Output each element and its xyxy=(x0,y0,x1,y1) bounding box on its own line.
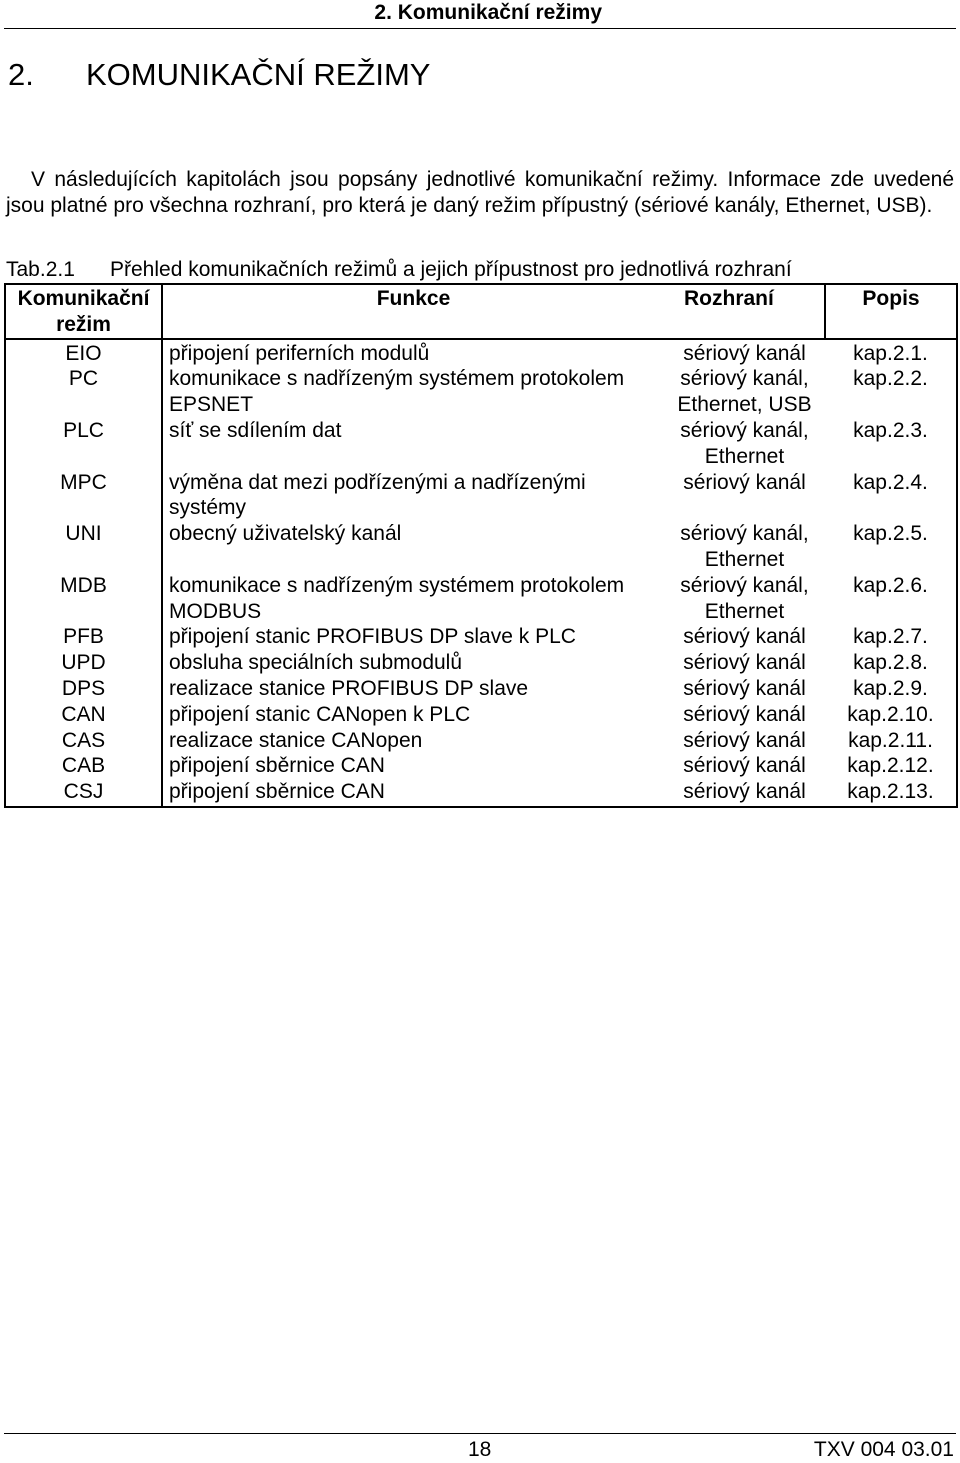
footer-divider xyxy=(4,1433,956,1434)
description-cell: kap.2.6. xyxy=(825,573,957,625)
interface-cell: sériový kanál, Ethernet xyxy=(680,418,809,468)
modes-table xyxy=(4,283,958,808)
mode-cell: CSJ xyxy=(5,779,162,807)
function-cell: obecný uživatelský kanál xyxy=(162,521,664,573)
mode-cell: CAB xyxy=(5,753,162,779)
mode-cell: MDB xyxy=(5,573,162,625)
interface-cell: sériový kanál xyxy=(683,625,806,649)
table-row xyxy=(5,753,957,779)
table-row xyxy=(5,339,957,367)
interface-cell: sériový kanál xyxy=(683,470,806,494)
chapter-title: KOMUNIKAČNÍ REŽIMY xyxy=(86,57,431,92)
function-cell: komunikace s nadřízeným systémem protokolem MODBUS xyxy=(162,573,664,625)
table-row xyxy=(5,573,957,625)
document-id: TXV 004 03.01 xyxy=(813,1438,954,1461)
function-cell: síť se sdílením dat xyxy=(162,418,664,470)
mode-cell: PFB xyxy=(5,624,162,650)
function-cell: výměna dat mezi podřízenými a nadřízenými systémy xyxy=(162,470,664,522)
function-cell: obsluha speciálních submodulů xyxy=(162,650,664,676)
function-cell: realizace stanice PROFIBUS DP slave xyxy=(162,676,664,702)
function-cell: připojení stanic CANopen k PLC xyxy=(162,702,664,728)
mode-cell: CAS xyxy=(5,728,162,754)
interface-cell: sériový kanál xyxy=(683,676,806,700)
description-cell: kap.2.3. xyxy=(825,418,957,470)
interface-cell: sériový kanál, Ethernet, USB xyxy=(677,367,812,417)
description-cell: kap.2.12. xyxy=(825,753,957,779)
intro-paragraph: V následujících kapitolách jsou popsány jednotlivé komunikační režimy. Informace zde uvedené jsou platné pro všechna rozhraní, pro která je daný režim přípustný (sériové kanály, Ethernet, USB). xyxy=(6,168,954,217)
interface-cell: sériový kanál, Ethernet xyxy=(680,573,809,623)
description-cell: kap.2.13. xyxy=(825,779,957,807)
description-cell: kap.2.8. xyxy=(825,650,957,676)
interface-cell: sériový kanál xyxy=(683,341,806,365)
function-cell: komunikace s nadřízeným systémem protokolem EPSNET xyxy=(162,366,664,418)
mode-cell: DPS xyxy=(5,676,162,702)
header-mode-line1: Komunikační xyxy=(17,287,150,310)
table-row xyxy=(5,470,957,522)
description-cell: kap.2.7. xyxy=(825,624,957,650)
chapter-number: 2. xyxy=(8,57,34,92)
description-cell: kap.2.9. xyxy=(825,676,957,702)
header-interface: Rozhraní xyxy=(664,284,825,339)
function-cell: připojení sběrnice CAN xyxy=(162,753,664,779)
table-row xyxy=(5,702,957,728)
table-row xyxy=(5,676,957,702)
description-cell: kap.2.1. xyxy=(825,339,957,367)
header-mode xyxy=(5,284,162,339)
mode-cell: UNI xyxy=(5,521,162,573)
description-cell: kap.2.11. xyxy=(825,728,957,754)
mode-cell: CAN xyxy=(5,702,162,728)
mode-cell: UPD xyxy=(5,650,162,676)
function-cell: připojení stanic PROFIBUS DP slave k PLC xyxy=(162,624,664,650)
header-description: Popis xyxy=(825,284,957,339)
table-caption-text: Přehled komunikačních režimů a jejich přípustnost pro jednotlivá rozhraní xyxy=(110,258,792,281)
header-function: Funkce xyxy=(162,284,664,339)
description-cell: kap.2.2. xyxy=(825,366,957,418)
interface-cell: sériový kanál xyxy=(683,651,806,675)
table-row xyxy=(5,728,957,754)
table-header-row xyxy=(5,284,957,339)
table-row xyxy=(5,779,957,807)
table-row xyxy=(5,366,957,418)
table-body xyxy=(5,339,957,807)
function-cell: připojení periferních modulů xyxy=(162,339,664,367)
table-row xyxy=(5,650,957,676)
page-number: 18 xyxy=(468,1438,492,1461)
table-caption-number: Tab.2.1 xyxy=(6,258,75,281)
description-cell: kap.2.5. xyxy=(825,521,957,573)
table-row xyxy=(5,418,957,470)
table-row xyxy=(5,624,957,650)
interface-cell: sériový kanál, Ethernet xyxy=(680,522,809,571)
function-cell: realizace stanice CANopen xyxy=(162,728,664,754)
description-cell: kap.2.4. xyxy=(825,470,957,522)
header-mode-line2: režim xyxy=(56,312,111,336)
table-caption xyxy=(6,257,792,283)
running-header: 2. Komunikační režimy xyxy=(374,1,602,24)
mode-cell: MPC xyxy=(5,470,162,522)
interface-cell: sériový kanál xyxy=(683,754,806,778)
mode-cell: PC xyxy=(5,366,162,418)
chapter-heading xyxy=(8,56,430,94)
header-divider xyxy=(4,28,956,29)
mode-cell: PLC xyxy=(5,418,162,470)
interface-cell: sériový kanál xyxy=(664,779,825,807)
mode-cell: EIO xyxy=(5,339,162,367)
table-row xyxy=(5,521,957,573)
function-cell: připojení sběrnice CAN xyxy=(162,779,664,807)
interface-cell: sériový kanál xyxy=(683,702,806,726)
interface-cell: sériový kanál xyxy=(683,728,806,752)
description-cell: kap.2.10. xyxy=(825,702,957,728)
